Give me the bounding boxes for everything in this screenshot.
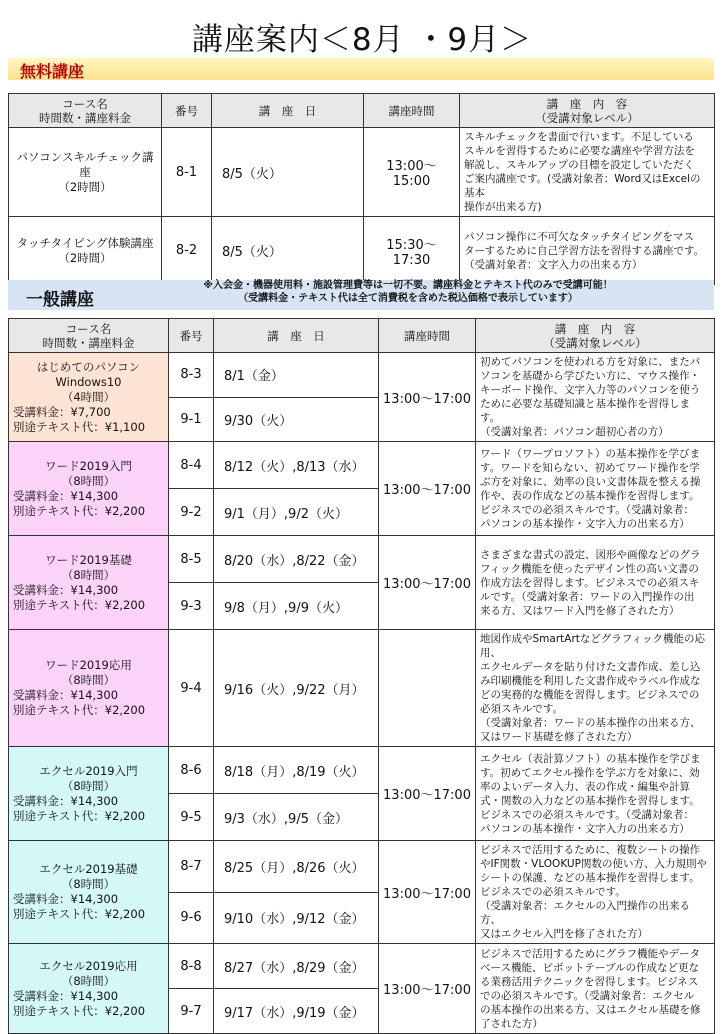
course-name-cell: タッチタイピング体験講座 （2時間）: [9, 217, 162, 285]
header-course: コース名 時間数・講座料金: [9, 319, 169, 353]
course-date: 9/8（月）,9/9（火）: [214, 583, 379, 630]
course-number: 8-5: [169, 536, 214, 583]
course-description: エクセル（表計算ソフト）の基本操作を学びま す。初めてエクセル操作を学ぶ方を対象に、効 率のよいデータ入力、表の作成・編集や計算 式・関数の入力などの基本操作を習得します。 ビジネスでの必須スキルです。（受講対象者： パソコンの基本操作・文字入力の出来る方）: [476, 747, 715, 841]
course-description: ワード（ワープロソフト）の基本操作を学びま す。ワードを知らない、初めてワード操作を学 ぶ方を対象に、効率の良い文書体裁を整える操 作や、表の作成などの基本操作を習得します。 ビジネスでの必須スキルです。（受講対象者： パソコンの基本操作・文字入力の出来る方）: [476, 442, 715, 536]
course-date: 9/10（水）,9/12（金）: [214, 892, 379, 944]
note-line-2: （受講料金・テキスト代は全て消費税を含めた税込価格で表示しています）: [238, 293, 578, 304]
course-date: 8/25（月）,8/26（火）: [214, 841, 379, 893]
course-name-cell: エクセル2019入門 （8時間） 受講料金：¥14,300 別途テキスト代：¥2,200: [9, 747, 169, 841]
header-content: 講 座 内 容 （受講対象レベル）: [460, 94, 715, 128]
course-name-cell: エクセル2019基礎 （8時間） 受講料金：¥14,300 別途テキスト代：¥2,200: [9, 841, 169, 944]
header-date: 講 座 日: [214, 319, 379, 353]
table-row: [9, 353, 715, 398]
general-section-notes: [158, 279, 658, 305]
course-date: 8/1（金）: [214, 353, 379, 398]
course-number: 9-5: [169, 794, 214, 841]
course-time: 13:00～15:00: [364, 128, 460, 217]
header-time: 講座時間: [364, 94, 460, 128]
course-date: 8/5（火）: [212, 217, 364, 285]
course-time: 13:00～17:00: [379, 353, 476, 442]
general-course-table: [8, 318, 715, 1034]
header-date: 講 座 日: [212, 94, 364, 128]
general-section-label: 一般講座: [26, 290, 94, 310]
course-number: 9-4: [169, 630, 214, 747]
course-time: 13:00～17:00: [379, 536, 476, 630]
free-section-label: 無料講座: [20, 62, 85, 81]
course-date: 9/1（月）,9/2（火）: [214, 489, 379, 536]
course-time: 15:30～17:30: [364, 217, 460, 285]
course-number: 9-6: [169, 892, 214, 944]
course-number: 8-4: [169, 442, 214, 489]
course-name-cell: エクセル2019応用 （8時間） 受講料金：¥14,300 別途テキスト代：¥2,200: [9, 944, 169, 1034]
course-date: 9/30（火）: [214, 397, 379, 442]
course-date: 8/27（水）,8/29（金）: [214, 944, 379, 989]
course-time: 13:00～17:00: [379, 442, 476, 536]
course-number: 8-3: [169, 353, 214, 398]
course-number: 8-2: [162, 217, 212, 285]
course-number: 8-6: [169, 747, 214, 794]
course-time: 13:00～17:00: [379, 747, 476, 841]
course-name-cell: パソコンスキルチェック講座 （2時間）: [9, 128, 162, 217]
course-date: 9/3（水）,9/5（金）: [214, 794, 379, 841]
course-date: 9/16（火）,9/22（月）: [214, 630, 379, 747]
course-date: 8/5（火）: [212, 128, 364, 217]
course-number: 9-7: [169, 989, 214, 1034]
course-number: 8-8: [169, 944, 214, 989]
course-time: [379, 630, 476, 747]
course-date: 8/20（水）,8/22（金）: [214, 536, 379, 583]
free-section-band: [8, 58, 714, 80]
course-description: さまざまな書式の設定、図形や画像などのグラ フィック機能を使ったデザイン性の高い文書の 作成方法を習得します。ビジネスでの必須スキ ルです。（受講対象者：ワードの入門操作の出 来る方、又はワード入門を修了された方）: [476, 536, 715, 630]
table-row: [9, 217, 715, 285]
course-name-cell: ワード2019応用 （8時間） 受講料金：¥14,300 別途テキスト代：¥2,200: [9, 630, 169, 747]
course-number: 8-1: [162, 128, 212, 217]
course-time: 13:00～17:00: [379, 944, 476, 1034]
header-course: コース名 時間数・講座料金: [9, 94, 162, 128]
table-row: [9, 536, 715, 583]
table-row: [9, 630, 715, 747]
header-time: 講座時間: [379, 319, 476, 353]
course-description: 地図作成やSmartArtなどグラフィック機能の応用、 エクセルデータを貼り付けた文書作成、差し込 み印刷機能を利用した文書作成やラベル作成な どの実務的な機能を習得します。ビジネスでの 必須スキルです。 （受講対象者：ワードの基本操作の出来る方、 又はワード基礎を修了された方）: [476, 630, 715, 747]
course-name-cell: はじめてのパソコン Windows10 （4時間） 受講料金：¥7,700 別途テキスト代：¥1,100: [9, 353, 169, 442]
note-line-1: ※入会金・機器使用料・施設管理費等は一切不要。講座料金とテキスト代のみで受講可能！: [203, 280, 613, 291]
free-course-table: [8, 93, 715, 285]
table-row: [9, 747, 715, 794]
table-row: [9, 442, 715, 489]
course-description: 初めてパソコンを使われる方を対象に、またパ ソコンを基礎から学びたい方に、マウス操作・ キーボード操作、文字入力等のパソコンを使う ために必要な基礎知識と基本操作を習得します。 （受講対象者：パソコン超初心者の方）: [476, 353, 715, 442]
course-number: 9-2: [169, 489, 214, 536]
page-title: 講座案内＜8月 ・9月＞: [191, 22, 533, 58]
course-time: 13:00～17:00: [379, 841, 476, 944]
course-number: 9-3: [169, 583, 214, 630]
header-content: 講 座 内 容 （受講対象レベル）: [476, 319, 715, 353]
course-date: 9/17（水）,9/19（金）: [214, 989, 379, 1034]
course-description: スキルチェックを書面で行います。不足している スキルを習得するために必要な講座や学習方法を 解説し、スキルアップの目標を設定していただく ご案内講座です。(受講対象者：Word又はExcelの基本 操作が出来る方): [460, 128, 715, 217]
course-description: ビジネスで活用するために、複数シートの操作 やIF関数・VLOOKUP関数の使い方、入力規則や シートの保護、などの基本操作を習得します。 ビジネスでの必須スキルです。 （受講対象者：エクセルの入門操作の出来る方、 又はエクセル入門を修了された方）: [476, 841, 715, 944]
general-section-band: [8, 280, 714, 310]
header-number: 番号: [162, 94, 212, 128]
course-number: 8-7: [169, 841, 214, 893]
course-date: 8/18（月）,8/19（火）: [214, 747, 379, 794]
course-description: ビジネスで活用するためにグラフ機能やデータ ベース機能、ピボットテーブルの作成など更な る業務活用テクニックを習得します。ビジネス での必須スキルです。（受講対象者：エクセル の基本操作の出来る方、又はエクセル基礎を修 了された方）: [476, 944, 715, 1034]
table-row: [9, 128, 715, 217]
free-table-header: [9, 94, 715, 128]
general-table-header: [9, 319, 715, 353]
course-description: パソコン操作に不可欠なタッチタイピングをマス ターするために自己学習方法を習得する講座です。 （受講対象者：文字入力の出来る方）: [460, 217, 715, 285]
table-row: [9, 944, 715, 989]
course-number: 9-1: [169, 397, 214, 442]
table-row: [9, 841, 715, 893]
course-date: 8/12（火）,8/13（水）: [214, 442, 379, 489]
header-number: 番号: [169, 319, 214, 353]
course-name-cell: ワード2019基礎 （8時間） 受講料金：¥14,300 別途テキスト代：¥2,200: [9, 536, 169, 630]
course-name-cell: ワード2019入門 （8時間） 受講料金：¥14,300 別途テキスト代：¥2,200: [9, 442, 169, 536]
